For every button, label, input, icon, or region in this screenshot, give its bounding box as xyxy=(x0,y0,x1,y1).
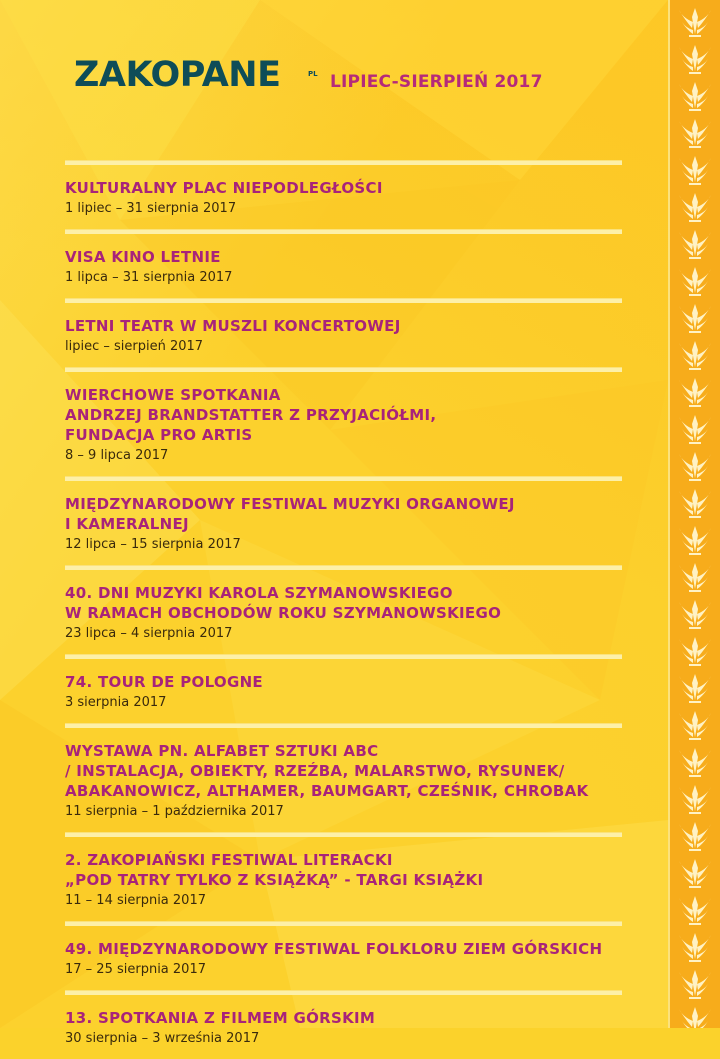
folk-flower-icon xyxy=(679,822,711,851)
event-title: „POD TATRY TYLKO Z KSIĄŻKĄ” - TARGI KSIĄŻKI xyxy=(65,871,484,889)
event-title: LETNI TEATR W MUSZLI KONCERTOWEJ xyxy=(65,317,401,335)
event-item xyxy=(65,659,622,723)
folk-flower-icon xyxy=(679,859,711,888)
decorative-side-strip xyxy=(668,0,720,1028)
event-title: KULTURALNY PLAC NIEPODLEGŁOŚCI xyxy=(65,179,383,197)
event-date: 3 sierpnia 2017 xyxy=(65,695,167,710)
folk-flower-icon xyxy=(679,711,711,740)
event-date: 8 – 9 lipca 2017 xyxy=(65,448,169,463)
event-item xyxy=(65,837,622,921)
event-date: 11 – 14 sierpnia 2017 xyxy=(65,893,206,908)
event-date: 30 sierpnia – 3 września 2017 xyxy=(65,1031,260,1046)
folk-flower-icon xyxy=(679,785,711,814)
event-date: 17 – 25 sierpnia 2017 xyxy=(65,962,206,977)
event-date: 1 lipiec – 31 sierpnia 2017 xyxy=(65,201,237,216)
folk-flower-icon xyxy=(679,452,711,481)
event-title: 13. SPOTKANIA Z FILMEM GÓRSKIM xyxy=(65,1009,376,1027)
event-date: 1 lipca – 31 sierpnia 2017 xyxy=(65,270,233,285)
event-item xyxy=(65,570,622,654)
event-item xyxy=(65,481,622,565)
folk-flower-icon xyxy=(679,304,711,333)
event-item xyxy=(65,372,622,476)
folk-flower-icon xyxy=(679,82,711,111)
folk-flower-icon xyxy=(679,526,711,555)
event-item xyxy=(65,926,622,990)
event-item xyxy=(65,303,622,367)
event-title: WYSTAWA PN. ALFABET SZTUKI ABC xyxy=(65,742,379,760)
event-item xyxy=(65,165,622,229)
zakopane-logo: ZAKOPANE xyxy=(74,55,281,95)
logo-country-mark: PL xyxy=(308,70,318,78)
event-date: 11 sierpnia – 1 października 2017 xyxy=(65,804,284,819)
folk-flower-icon xyxy=(679,1007,711,1028)
season-period-heading: LIPIEC-SIERPIEŃ 2017 xyxy=(330,72,543,92)
folk-flower-icon xyxy=(679,8,711,37)
event-date: lipiec – sierpień 2017 xyxy=(65,339,204,354)
event-title: 74. TOUR DE POLOGNE xyxy=(65,673,263,691)
event-title: MIĘDZYNARODOWY FESTIWAL MUZYKI ORGANOWEJ xyxy=(65,495,515,513)
event-date: 12 lipca – 15 sierpnia 2017 xyxy=(65,537,241,552)
folk-flower-icon xyxy=(679,896,711,925)
event-item xyxy=(65,728,622,832)
event-title: ANDRZEJ BRANDSTATTER Z PRZYJACIÓŁMI, xyxy=(65,406,437,424)
folk-flower-icon xyxy=(679,119,711,148)
folk-flower-icon xyxy=(679,156,711,185)
event-date: 23 lipca – 4 sierpnia 2017 xyxy=(65,626,233,641)
folk-flower-icon xyxy=(679,674,711,703)
folk-flower-icon xyxy=(679,341,711,370)
event-title: 2. ZAKOPIAŃSKI FESTIWAL LITERACKI xyxy=(65,851,393,869)
folk-flower-icon xyxy=(679,933,711,962)
folk-flower-icon xyxy=(679,415,711,444)
folk-flower-icon xyxy=(679,489,711,518)
folk-flower-icon xyxy=(679,748,711,777)
folk-flower-icon xyxy=(679,378,711,407)
event-title: W RAMACH OBCHODÓW ROKU SZYMANOWSKIEGO xyxy=(65,604,502,622)
event-title: I KAMERALNEJ xyxy=(65,515,189,533)
folk-flower-icon xyxy=(679,45,711,74)
event-title: / INSTALACJA, OBIEKTY, RZEŹBA, MALARSTWO, RYSUNEK/ xyxy=(65,762,565,780)
folk-flower-icon xyxy=(679,563,711,592)
event-item xyxy=(65,234,622,298)
event-title: 40. DNI MUZYKI KAROLA SZYMANOWSKIEGO xyxy=(65,584,453,602)
event-title: 49. MIĘDZYNARODOWY FESTIWAL FOLKLORU ZIEM GÓRSKICH xyxy=(65,940,603,958)
event-list xyxy=(65,160,622,1059)
folk-flower-icon xyxy=(679,600,711,629)
event-item xyxy=(65,995,622,1059)
event-title: ABAKANOWICZ, ALTHAMER, BAUMGART, CZEŚNIK, CHROBAK xyxy=(65,782,589,800)
event-title: VISA KINO LETNIE xyxy=(65,248,221,266)
folk-flower-icon xyxy=(679,970,711,999)
folk-flower-icon xyxy=(679,267,711,296)
event-title: WIERCHOWE SPOTKANIA xyxy=(65,386,281,404)
folk-flower-icon xyxy=(679,637,711,666)
folk-flower-icon xyxy=(679,193,711,222)
event-title: FUNDACJA PRO ARTIS xyxy=(65,426,253,444)
folk-flower-icon xyxy=(679,230,711,259)
